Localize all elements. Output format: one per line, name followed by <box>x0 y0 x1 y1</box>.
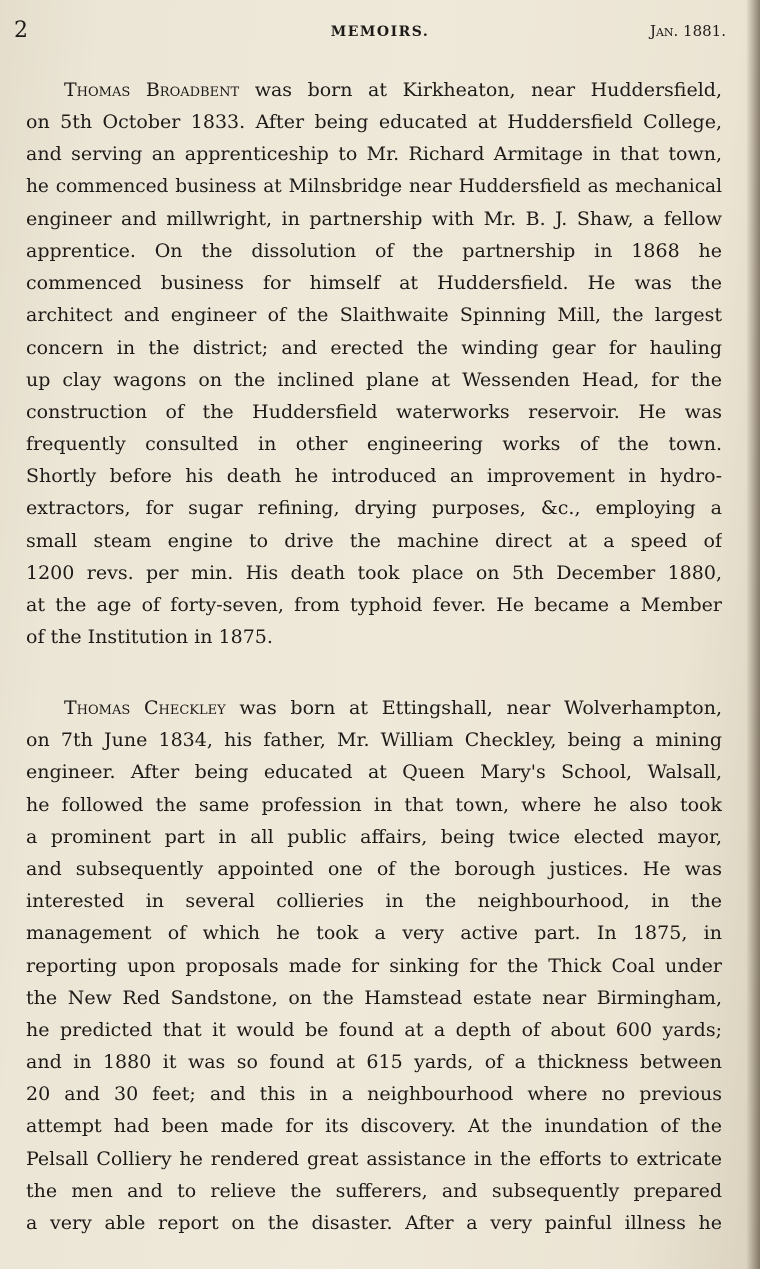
memoir-line: he commenced business at Milnsbridge near Huddersfield as mechanical <box>26 175 722 197</box>
memoir-line: a prominent part in all public affairs, being twice elected mayor, <box>26 825 722 848</box>
memoir-line: frequently consulted in other engineering works of the town. <box>26 433 722 456</box>
memoir-line: Shortly before his death he introduced an improvement in hydro- <box>26 465 722 488</box>
memoir-line: interested in several collieries in the neighbourhood, in the <box>26 890 722 913</box>
memoir-subject-name: Thomas Checkley <box>64 697 226 719</box>
memoir-line: management of which he took a very active part. In 1875, in <box>26 922 722 945</box>
memoir-line: apprentice. On the dissolution of the partnership in 1868 he <box>26 239 722 262</box>
memoir-line: the New Red Sandstone, on the Hamstead estate near Birmingham, <box>26 986 722 1009</box>
memoir-line: engineer and millwright, in partnership with Mr. B. J. Shaw, a fellow <box>26 207 722 230</box>
memoir-line: at the age of forty-seven, from typhoid fever. He became a Member <box>26 594 722 616</box>
memoir-line: the men and to relieve the sufferers, and subsequently prepared <box>26 1179 722 1202</box>
memoir-line: commenced business for himself at Huddersfield. He was the <box>26 272 722 295</box>
memoir-line: on 7th June 1834, his father, Mr. William Checkley, being a mining <box>26 729 722 752</box>
memoir-line: he predicted that it would be found at a depth of about 600 yards; <box>26 1018 722 1041</box>
memoir-line: 20 and 30 feet; and this in a neighbourhood where no previous <box>26 1083 722 1106</box>
memoir-line: and subsequently appointed one of the borough justices. He was <box>26 857 722 880</box>
memoir-subject-name: Thomas Broadbent <box>64 79 240 101</box>
memoir-line: and in 1880 it was so found at 615 yards, of a thickness between <box>26 1051 722 1074</box>
memoir-line: attempt had been made for its discovery. At the inundation of the <box>26 1115 722 1138</box>
memoir-line: Thomas Broadbent was born at Kirkheaton, near Huddersfield, <box>64 79 722 101</box>
memoir-line: 1200 revs. per min. His death took place on 5th December 1880, <box>26 561 722 584</box>
running-head <box>0 18 760 48</box>
memoir-thomas-broadbent <box>26 74 722 653</box>
memoir-thomas-checkley <box>26 692 722 1239</box>
memoir-line: and serving an apprenticeship to Mr. Richard Armitage in that town, <box>26 143 722 166</box>
memoir-line: of the Institution in 1875. <box>26 626 273 649</box>
memoir-line: small steam engine to drive the machine direct at a speed of <box>26 529 722 552</box>
memoir-line: on 5th October 1833. After being educated at Huddersfield College, <box>26 111 722 134</box>
memoir-line: concern in the district; and erected the winding gear for hauling <box>26 336 722 359</box>
memoir-line: construction of the Huddersfield waterworks reservoir. He was <box>26 400 722 423</box>
memoir-line: Thomas Checkley was born at Ettingshall, near Wolverhampton, <box>64 697 722 719</box>
memoir-line: engineer. After being educated at Queen Mary's School, Walsall, <box>26 761 722 784</box>
memoir-line: architect and engineer of the Slaithwaite Spinning Mill, the largest <box>26 304 722 327</box>
memoir-line: up clay wagons on the inclined plane at Wessenden Head, for the <box>26 368 722 391</box>
memoir-line: extractors, for sugar refining, drying purposes, &c., employing a <box>26 497 722 520</box>
page-date: Jan. 1881. <box>649 22 726 40</box>
memoir-line: a very able report on the disaster. After a very painful illness he <box>26 1212 722 1234</box>
section-title: MEMOIRS. <box>330 24 430 40</box>
page-number: 2 <box>14 18 28 43</box>
memoir-line: Pelsall Colliery he rendered great assistance in the efforts to extricate <box>26 1147 722 1170</box>
memoir-line: he followed the same profession in that town, where he also took <box>26 793 722 816</box>
memoir-line: reporting upon proposals made for sinking for the Thick Coal under <box>26 954 722 977</box>
